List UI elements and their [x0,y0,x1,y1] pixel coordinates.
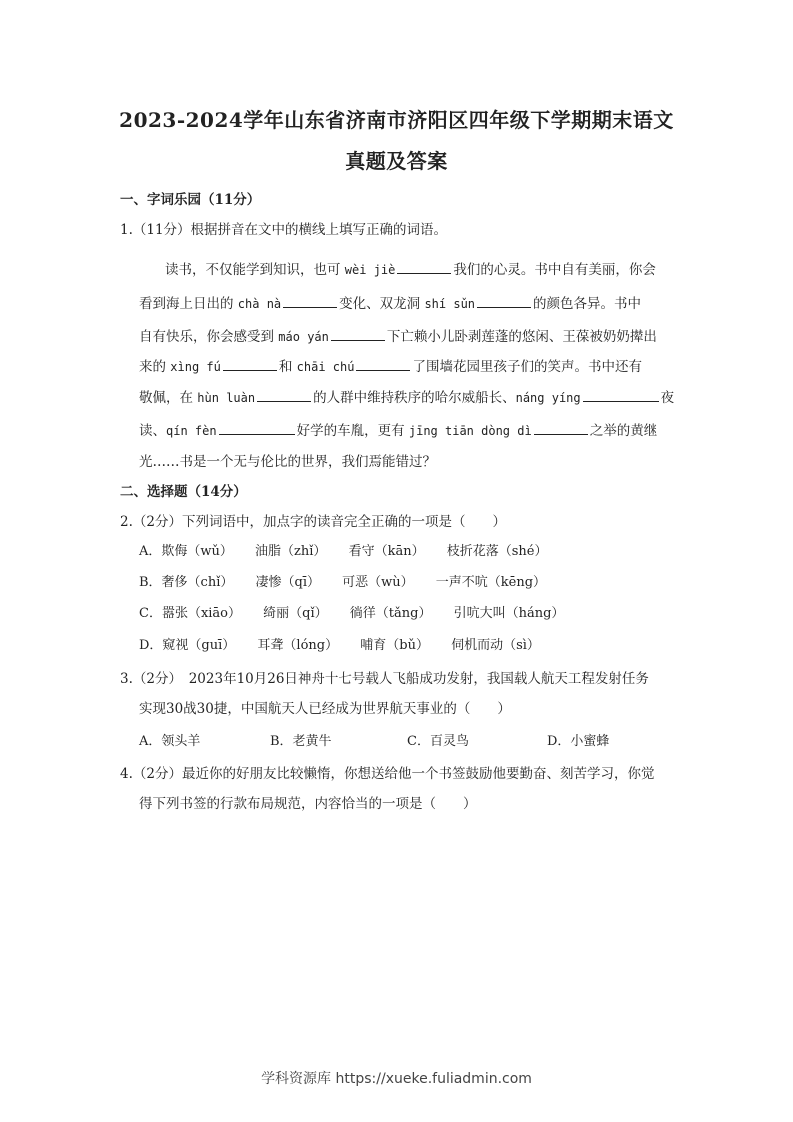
question-4-stem-line2: 得下列书签的行款布局规范，内容恰当的一项是（ ） [139,796,477,812]
pinyin-text: shí sǔn [424,297,476,311]
q2-option-a-word1: A．欺侮（wǔ） [139,544,233,559]
q3-option-c: C．百灵鸟 [407,734,469,749]
passage-line [139,325,657,345]
answer-blank[interactable] [223,358,277,371]
q2-option-d [139,634,558,653]
q2-option-b-word2: 凄惨（qī） [255,575,320,590]
q2-option-c-word3: 徜徉（tǎng） [349,606,432,621]
section-heading-vocabulary: 一、字词乐园（11分） [120,192,261,208]
answer-blank[interactable] [219,422,295,435]
passage-text: 读书，不仅能学到知识，也可 [165,262,345,278]
pinyin-text: chāi chú [296,360,355,374]
pinyin-text: wèi jiè [344,263,396,277]
passage-text: 自有快乐，你会感受到 [139,329,279,345]
passage-line [139,419,657,439]
section-heading-choice: 二、选择题（14分） [120,484,247,500]
q2-option-a-word4: 枝折花落（shé） [446,544,548,559]
q2-option-b-word3: 可恶（wù） [342,575,414,590]
answer-blank[interactable] [283,295,337,308]
question-4-stem-line1: 4.（2分）最近你的好朋友比较懒惰，你想送给他一个书签鼓励他要勤奋、刻苦学习，你觉 [120,766,655,782]
passage-text: 变化、双龙洞 [339,296,425,312]
q2-option-c-word4: 引吭大叫（háng） [453,606,565,621]
passage-text: 的颜色各异。书中 [533,296,642,312]
q3-option-a: A．领头羊 [139,734,201,749]
passage-line [139,355,642,375]
q2-option-b [139,571,564,590]
q2-option-b-word4: 一声不吭（kēng） [435,575,547,590]
q2-option-d-word2: 耳聋（lóng） [257,638,339,653]
document-title-line2: 真题及答案 [345,149,448,173]
answer-blank[interactable] [331,328,385,341]
passage-line [165,258,656,278]
q3-option-d: D．小蜜蜂 [547,734,610,749]
passage-text: 我们的心灵。书中自有美丽，你会 [453,262,656,278]
passage-text: 敬佩，在 [139,390,198,406]
passage-text: 下亡赖小儿卧剥莲蓬的悠闲、王葆被奶奶撵出 [386,329,657,345]
answer-blank[interactable] [356,358,410,371]
q2-option-d-word3: 哺育（bǔ） [360,638,429,653]
q2-option-b-word1: B．奢侈（chǐ） [139,575,234,590]
q2-option-a-word2: 油脂（zhǐ） [255,544,327,559]
pinyin-text: náng yíng [515,391,581,405]
passage-text: 之举的黄继 [589,423,658,439]
answer-blank[interactable] [534,422,588,435]
answer-blank[interactable] [477,295,531,308]
question-1-stem: 1.（11分）根据拼音在文中的横线上填写正确的词语。 [120,222,448,238]
q2-option-d-word1: D．窥视（guī） [139,638,236,653]
pinyin-text: máo yán [278,330,329,344]
passage-text: 夜 [660,390,675,406]
passage-line [139,386,674,406]
passage-text: 的人群中维持秩序的哈尔威船长、 [313,390,516,406]
passage-text: 看到海上日出的 [139,296,238,312]
q2-option-c-word2: 绮丽（qǐ） [263,606,328,621]
passage-line [139,450,436,470]
document-title-line1: 2023-2024学年山东省济南市济阳区四年级下学期期末语文 [119,108,674,132]
q2-option-d-word4: 伺机而动（sì） [451,638,540,653]
answer-blank[interactable] [583,389,659,402]
passage-text: 读、 [139,423,166,439]
pinyin-text: qín fèn [166,424,217,438]
question-3-stem-line2: 实现30战30捷，中国航天人已经成为世界航天事业的（ ） [139,701,511,717]
q2-option-c-word1: C．嚣张（xiāo） [139,606,242,621]
answer-blank[interactable] [397,261,451,274]
pinyin-text: jīng tiān dòng dì [408,424,532,438]
q2-option-a [139,540,565,559]
question-3-stem-line1: 3.（2分） 2023年10月26日神舟十七号载人飞船成功发射，我国载人航天工程发射任务 [120,671,649,687]
pinyin-text: chà nà [237,297,282,311]
pinyin-text: xìng fú [170,360,221,374]
passage-text: 好学的车胤，更有 [296,423,409,439]
q3-option-b: B．老黄牛 [270,734,332,749]
passage-text: 了围墙花园里孩子们的笑声。书中还有 [412,359,642,375]
question-2-stem: 2.（2分）下列词语中，加点字的读音完全正确的一项是（ ） [120,514,506,530]
footer-watermark: 学科资源库 https://xueke.fuliadmin.com [261,1071,532,1087]
q2-option-c [139,602,582,621]
passage-text: 来的 [139,359,171,375]
passage-text: 和 [278,359,297,375]
answer-blank[interactable] [257,389,311,402]
passage-line [139,292,641,312]
passage-text: 光……书是一个无与伦比的世界，我们焉能错过？ [139,454,436,470]
pinyin-text: hùn luàn [197,391,256,405]
q2-option-a-word3: 看守（kān） [348,544,425,559]
